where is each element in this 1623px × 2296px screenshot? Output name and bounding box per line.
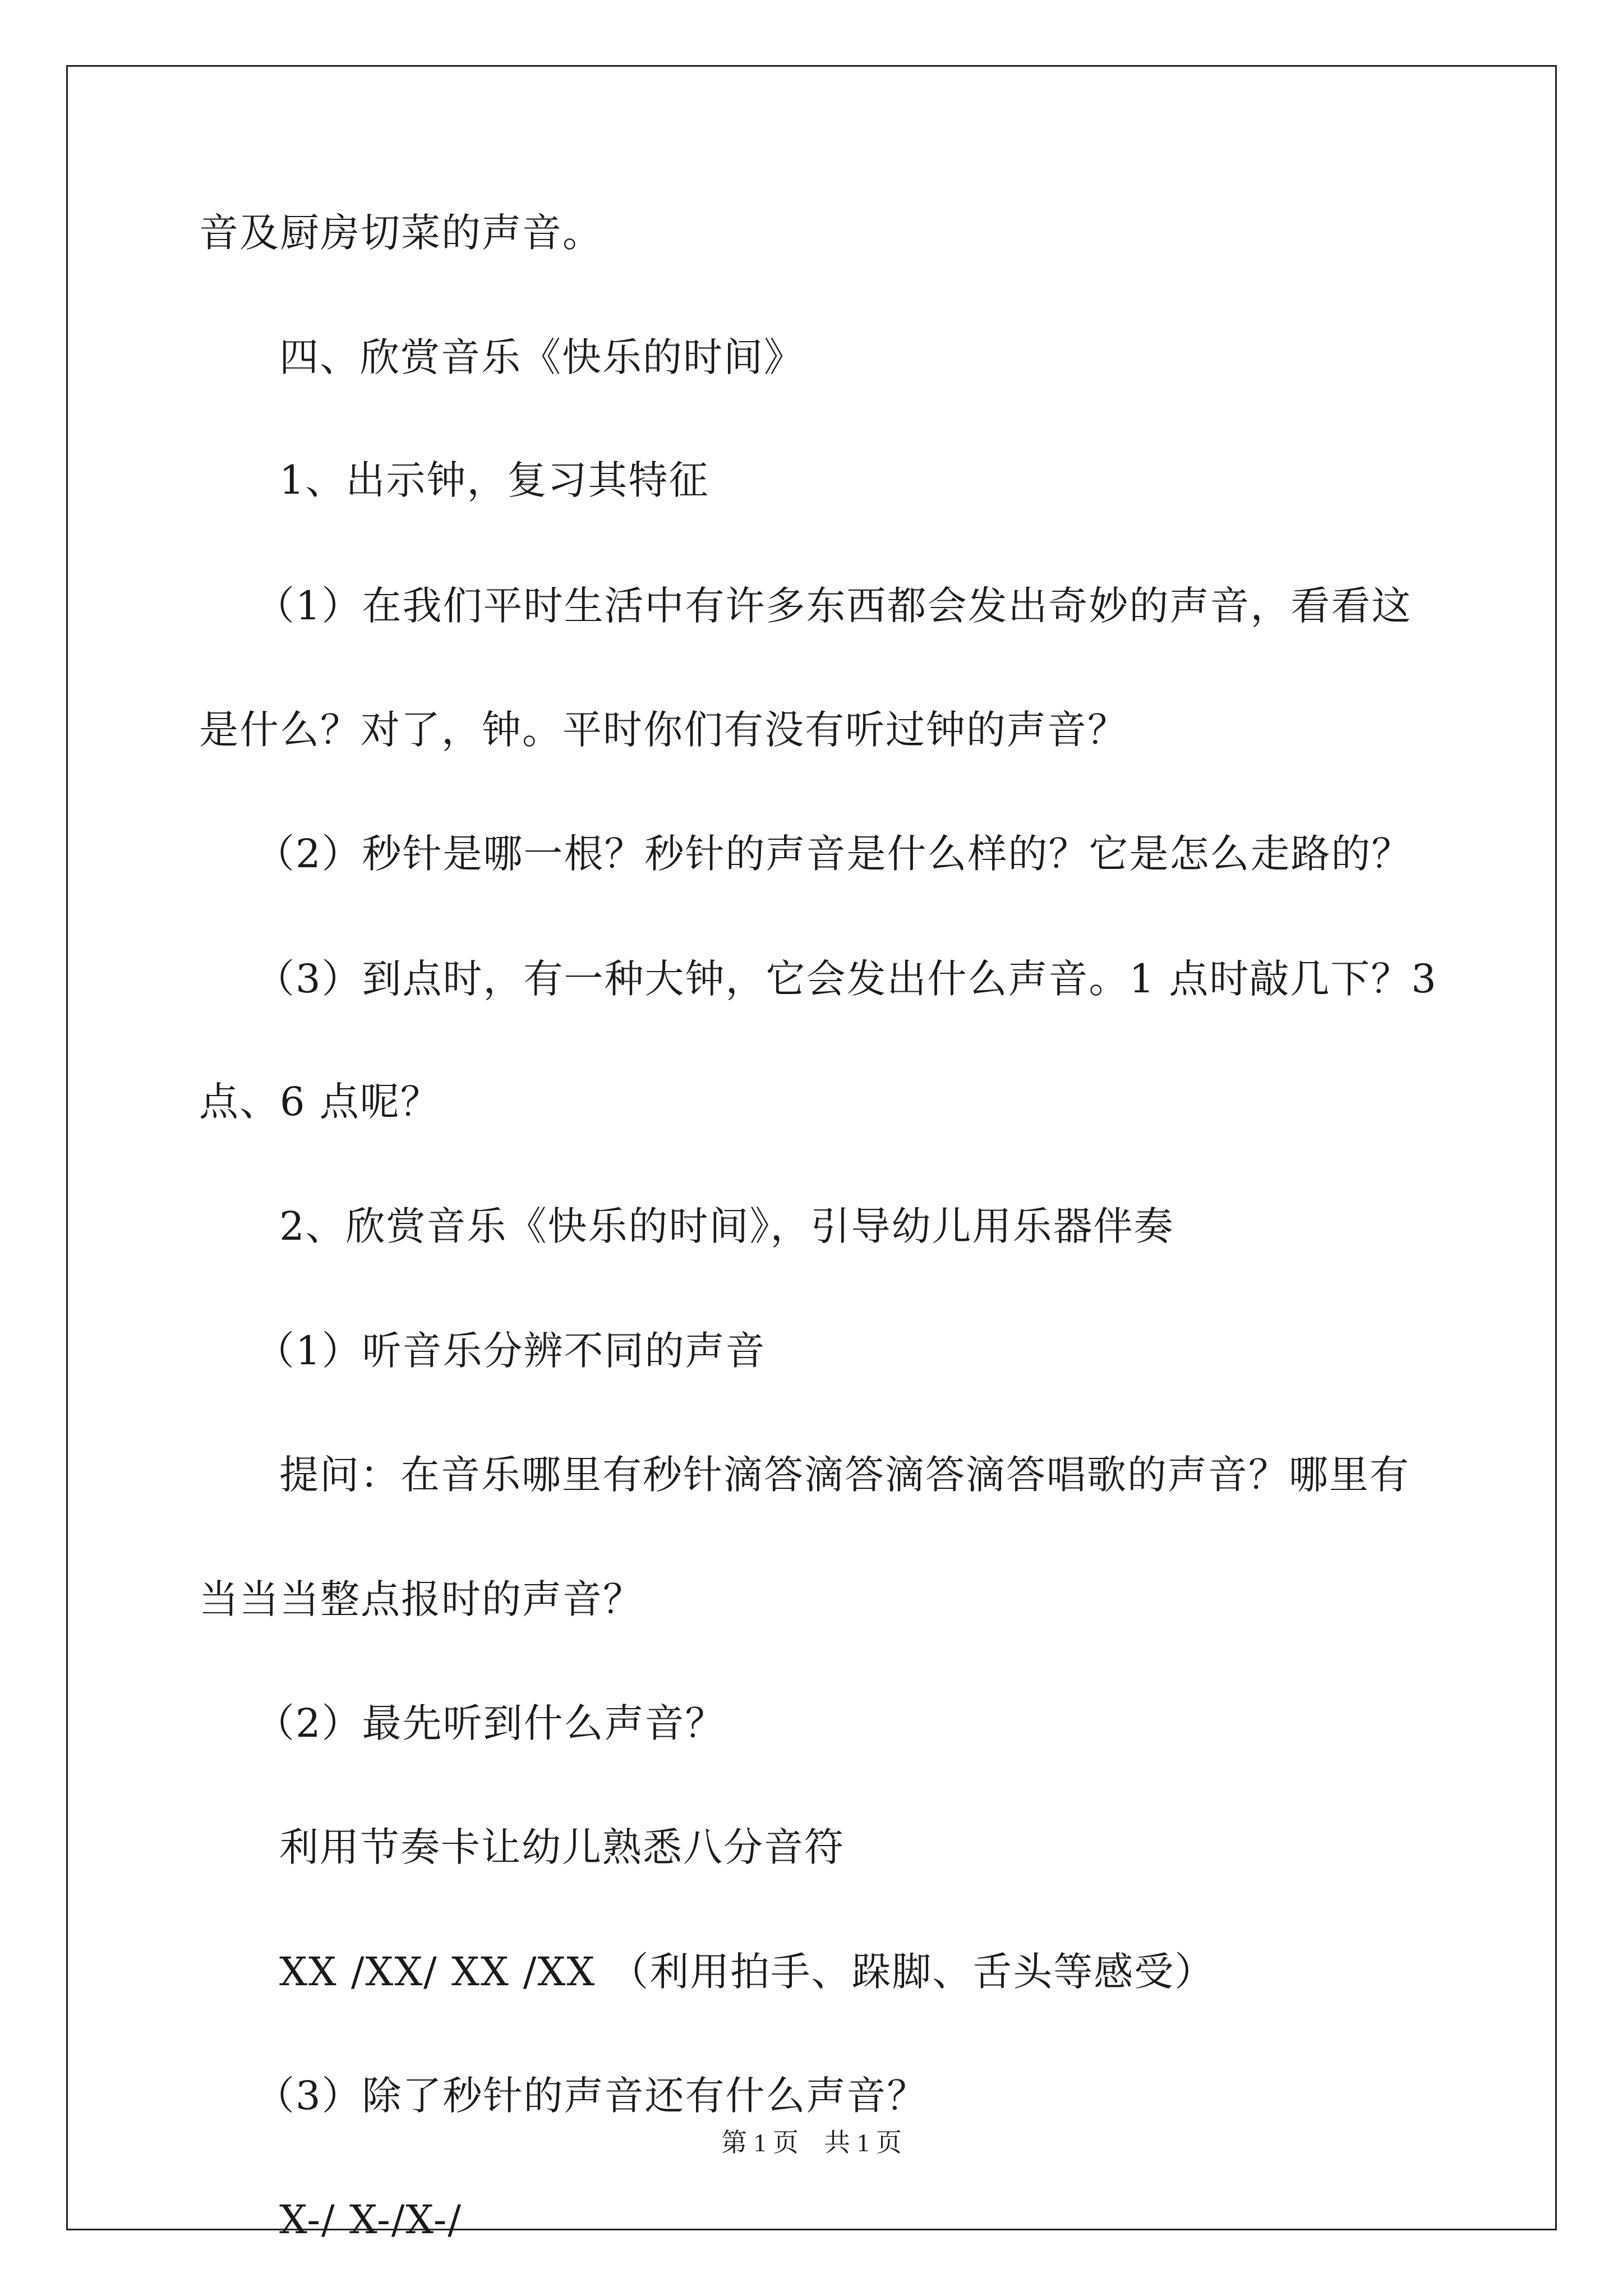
paragraph-line: 提问：在音乐哪里有秒针滴答滴答滴答滴答唱歌的声音？哪里有: [279, 1452, 1410, 1498]
paragraph-line: 音及厨房切菜的声音。: [199, 210, 603, 256]
paragraph-line: （3）除了秒针的声音还有什么声音？: [255, 2073, 928, 2119]
subsection-heading: 1、出示钟，复习其特征: [279, 457, 709, 503]
paragraph-line: 利用节奏卡让幼儿熟悉八分音符: [279, 1824, 845, 1870]
page-border: [66, 65, 1557, 2230]
paragraph-line: （2）最先听到什么声音？: [255, 1700, 726, 1746]
paragraph-line: 当当当整点报时的声音？: [199, 1576, 643, 1622]
paragraph-line: 是什么？对了，钟。平时你们有没有听过钟的声音？: [199, 707, 1128, 753]
paragraph-line: （1）听音乐分辨不同的声音: [255, 1328, 766, 1374]
paragraph-line: （2）秒针是哪一根？秒针的声音是什么样的？它是怎么走路的？: [255, 831, 1412, 877]
subsection-heading: 2、欣赏音乐《快乐的时间》，引导幼儿用乐器伴奏: [279, 1203, 1174, 1249]
paragraph-line: X-/ X-/X-/: [279, 2197, 462, 2243]
paragraph-line: （3）到点时，有一种大钟，它会发出什么声音。1 点时敲几下？3: [255, 956, 1437, 1002]
paragraph-line: 点、6 点呢？: [199, 1079, 441, 1125]
paragraph-line: （1）在我们平时生活中有许多东西都会发出奇妙的声音，看看这: [255, 583, 1412, 629]
page-footer: 第 1 页 共 1 页: [721, 2128, 902, 2157]
section-heading: 四、欣赏音乐《快乐的时间》: [279, 334, 804, 380]
paragraph-line: XX /XX/ XX /XX （利用拍手、跺脚、舌头等感受）: [279, 1949, 1215, 1995]
